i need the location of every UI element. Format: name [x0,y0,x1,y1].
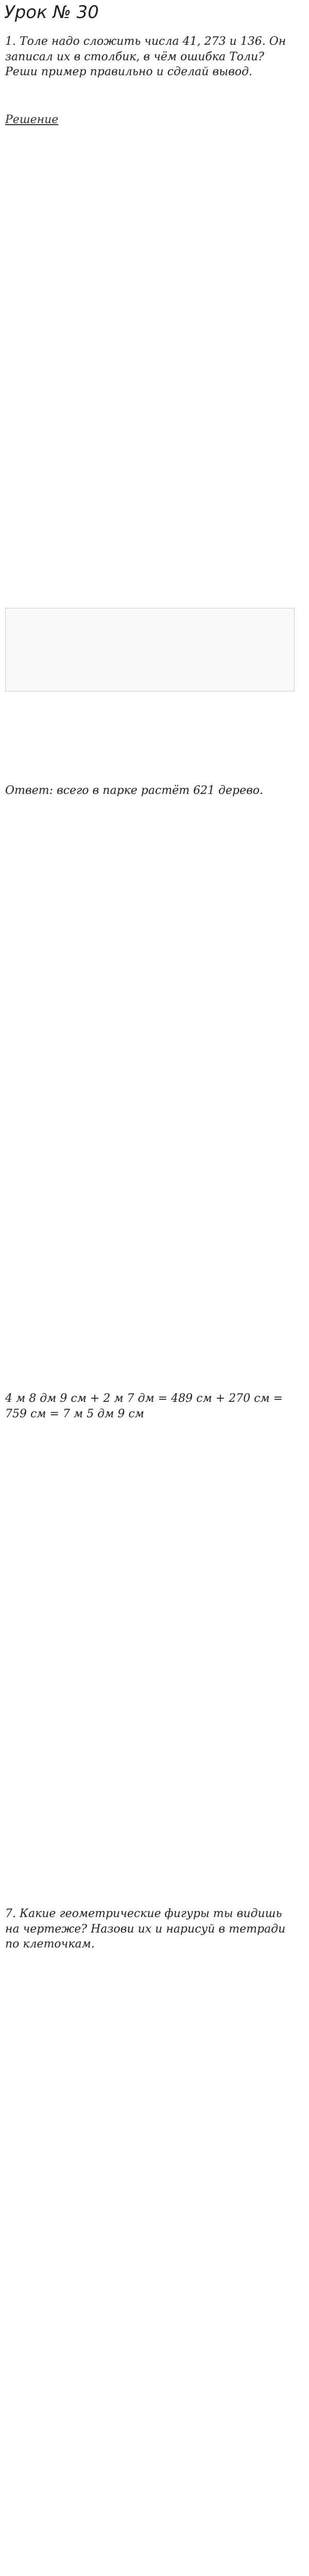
task-7-text: 7. Какие геометрические фигуры ты видишь на чертеже? Назови их и нарисуй в тетради по клеточкам. [5,1907,286,1951]
task-1-text: 1. Толе надо сложить числа 41, 273 и 136. Он записал их в столбик, в чём ошибка Толи? Реши пример правильно и сделай вывод. [5,35,286,79]
solution-heading: Решение [5,113,59,126]
lesson-title: Урок № 30 [4,2,99,23]
section-diagram [5,608,295,691]
answer-note: Ответ: всего в парке растёт 621 дерево. [5,784,264,797]
task-2-line: 4 м 8 дм 9 см + 2 м 7 дм = 489 см + 270 см = 759 см = 7 м 5 дм 9 см [5,1392,283,1420]
